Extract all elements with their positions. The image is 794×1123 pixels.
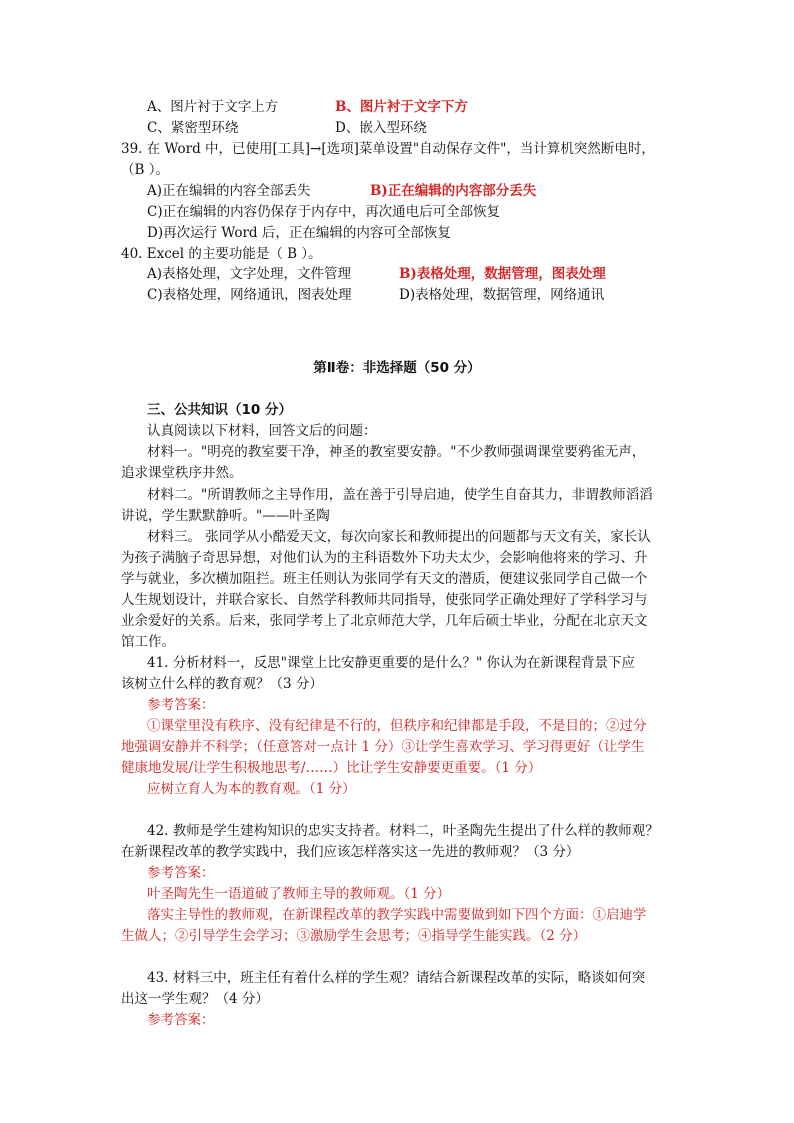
section3-intro: 认真阅读以下材料，回答文后的问题： (147, 423, 377, 439)
material2-line1: 材料二。"所谓教师之主导作用，盖在善于引导启迪，使学生自奋其力，非谓教师滔滔 (147, 487, 653, 503)
material1-line2: 追求课堂秩序井然。 (121, 465, 243, 481)
q39-stem-line1: 39. 在 Word 中，已使用[工具]→[选项]菜单设置"自动保存文件"，当计算机突然断电时， (121, 141, 655, 157)
q39-stem-line2: （B ）。 (121, 162, 169, 178)
q42-answer-line3: 生做人；②引导学生会学习；③激励学生会思考；④指导学生能实践。（2 分） (121, 928, 587, 944)
q42-reference-label: 参考答案： (147, 865, 215, 881)
material2-line2: 讲说，学生默默静听。"——叶圣陶 (121, 508, 330, 524)
part2-title: 第Ⅱ卷：非选择题（50 分） (313, 360, 481, 376)
q39-option-d: D)再次运行 Word 后，正在编辑的内容可全部恢复 (147, 225, 451, 241)
material3-line4: 人生规划设计，并联合家长、自然学科教师共同指导，使张同学正确处理好了学科学习与 (121, 592, 648, 608)
q40-option-c: C)表格处理，网络通讯，图表处理 (147, 287, 352, 303)
q41-answer-line4: 应树立育人为本的教育观。（1 分） (147, 781, 356, 797)
material3-line3: 学与就业，多次横加阻拦。班主任则认为张同学有天文的潜质，便建议张同学自己做一个 (121, 571, 648, 587)
material1-line1: 材料一。"明亮的教室要干净，神圣的教室要安静。"不少教师强调课堂要鸦雀无声， (147, 444, 646, 460)
q41-answer-line2: 地强调安静并不科学；（任意答对一点计 1 分）③让学生喜欢学习、学习得更好（让学生 (121, 739, 645, 755)
material3-line6: 馆工作。 (121, 634, 175, 650)
q41-answer-line1: ①课堂里没有秩序、没有纪律是不行的，但秩序和纪律都是手段，不是目的；②过分 (147, 718, 647, 734)
q38-option-c: C、紧密型环绕 (147, 120, 239, 136)
material3-line1: 材料三。 张同学从小酷爱天文，每次向家长和教师提出的问题都与天文有关，家长认 (147, 529, 651, 545)
q40-option-d: D)表格处理，数据管理，网络通讯 (399, 287, 605, 303)
q41-answer-line3: 健康地发展/让学生积极地思考/……）比让学生安静要更重要。（1 分） (121, 760, 542, 776)
q38-option-d: D、嵌入型环绕 (335, 120, 427, 136)
q40-option-b-answer: B)表格处理，数据管理，图表处理 (399, 266, 606, 282)
material3-line2: 为孩子满脑子奇思异想，对他们认为的主科语数外下功夫太少，会影响他将来的学习、升 (121, 550, 648, 566)
q42-stem-line1: 42. 教师是学生建构知识的忠实支持者。材料二，叶圣陶先生提出了什么样的教师观？ (147, 823, 659, 839)
q38-option-b-answer: B、图片衬于文字下方 (335, 99, 468, 115)
q42-answer-line2: 落实主导性的教师观，在新课程改革的教学实践中需要做到如下四个方面：①启迪学 (147, 907, 647, 923)
q39-option-c: C)正在编辑的内容仍保存于内存中，再次通电后可全部恢复 (147, 204, 501, 220)
q41-stem-line1: 41. 分析材料一，反思"课堂上比安静更重要的是什么？" 你认为在新课程背景下应 (147, 655, 635, 671)
q40-stem: 40. Excel 的主要功能是（ B ）。 (121, 246, 322, 262)
q40-option-a: A)表格处理，文字处理，文件管理 (147, 266, 352, 282)
q43-stem-line1: 43. 材料三中，班主任有着什么样的学生观？请结合新课程改革的实际，略谈如何突 (147, 970, 646, 986)
q39-option-a: A)正在编辑的内容全部丢失 (147, 183, 311, 199)
q38-option-a: A、图片衬于文字上方 (147, 99, 279, 115)
q39-option-b-answer: B)正在编辑的内容部分丢失 (370, 183, 537, 199)
q42-stem-line2: 在新课程改革的教学实践中，我们应该怎样落实这一先进的教师观？（3 分） (121, 844, 580, 860)
section3-heading: 三、公共知识（10 分） (147, 402, 292, 418)
q43-stem-line2: 出这一学生观？（4 分） (121, 991, 269, 1007)
q41-stem-line2: 该树立什么样的教育观？（3 分） (121, 676, 323, 692)
q43-reference-label: 参考答案： (147, 1012, 215, 1028)
q41-reference-label: 参考答案： (147, 697, 215, 713)
material3-line5: 业余爱好的关系。后来，张同学考上了北京师范大学，几年后硕士毕业，分配在北京天文 (121, 613, 648, 629)
q42-answer-line1: 叶圣陶先生一语道破了教师主导的教师观。（1 分） (147, 886, 451, 902)
